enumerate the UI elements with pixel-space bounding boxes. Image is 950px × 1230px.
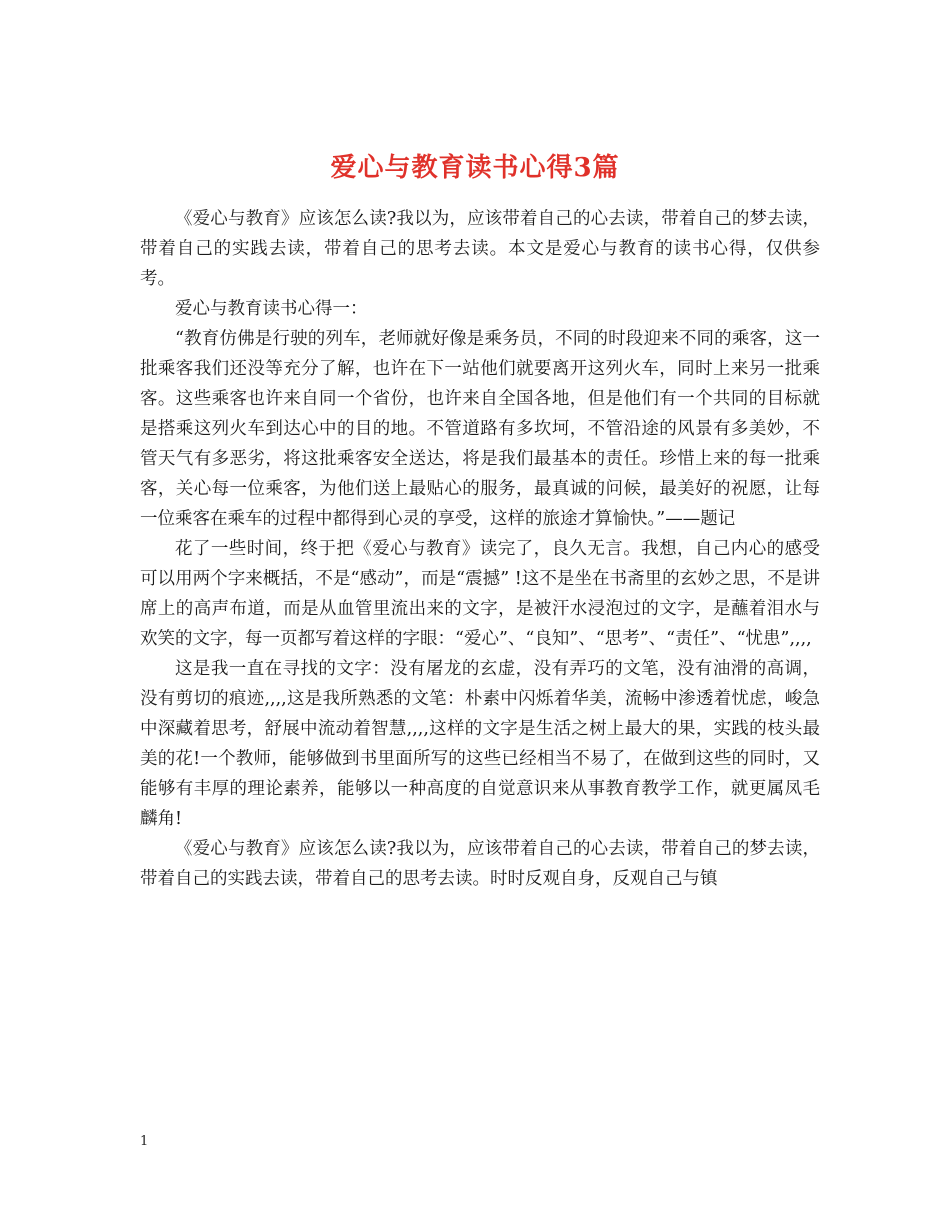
paragraph-reading-impression: 花了一些时间，终于把《爱心与教育》读完了，良久无言。我想，自己内心的感受可以用两个字来概括，不是“感动”，而是“震撼” !这不是坐在书斋里的玄妙之思，不是讲席上的高声布道，而是从血管里流出来的文字，是被汗水浸泡过的文字，是蘸着泪水与欢笑的文字，每一页都写着这样的字眼：“爱心”、“良知”、“思考”、“责任”、“忧患”,,,,: [140, 539, 820, 649]
paragraph-writing-style: 这是我一直在寻找的文字：没有屠龙的玄虚，没有弄巧的文笔，没有油滑的高调，没有剪切的痕迹,,,,这是我所熟悉的文笔：朴素中闪烁着华美，流畅中渗透着忧虑，峻急中深藏着思考，舒展中流动着智慧,,,,这样的文字是生活之树上最大的果，实践的枝头最美的花!一个教师，能够做到书里面所写的这些已经相当不易了，在做到这些的同时，又能够有丰厚的理论素养，能够以一种高度的自觉意识来从事教育教学工作，就更属凤毛麟角!: [140, 659, 820, 829]
paragraph-epigraph: “教育仿佛是行驶的列车，老师就好像是乘务员，不同的时段迎来不同的乘客，这一批乘客我们还没等充分了解，也许在下一站他们就要离开这列火车，同时上来另一批乘客。这些乘客也许来自同一个省份，也许来自全国各地，但是他们有一个共同的目标就是搭乘这列火车到达心中的目的地。不管道路有多坎坷，不管沿途的风景有多美妙，不管天气有多恶劣，将这批乘客安全送达，将是我们最基本的责任。珍惜上来的每一批乘客，关心每一位乘客，为他们送上最贴心的服务，最真诚的问候，最美好的祝愿，让每一位乘客在乘车的过程中都得到心灵的享受，这样的旅途才算愉快。”——题记: [140, 329, 820, 529]
document-title: 爱心与教育读书心得3篇: [330, 153, 620, 184]
paragraph-intro: 《爱心与教育》应该怎么读?我以为，应该带着自己的心去读，带着自己的梦去读，带着自己的实践去读，带着自己的思考去读。本文是爱心与教育的读书心得，仅供参考。: [140, 209, 820, 289]
paragraph-how-to-read: 《爱心与教育》应该怎么读?我以为，应该带着自己的心去读，带着自己的梦去读，带着自己的实践去读，带着自己的思考去读。时时反观自身，反观自己与镇: [140, 839, 820, 889]
page-number: 1: [140, 1134, 149, 1149]
document-body: [140, 204, 820, 894]
section-heading-one: 爱心与教育读书心得一：: [175, 299, 368, 319]
